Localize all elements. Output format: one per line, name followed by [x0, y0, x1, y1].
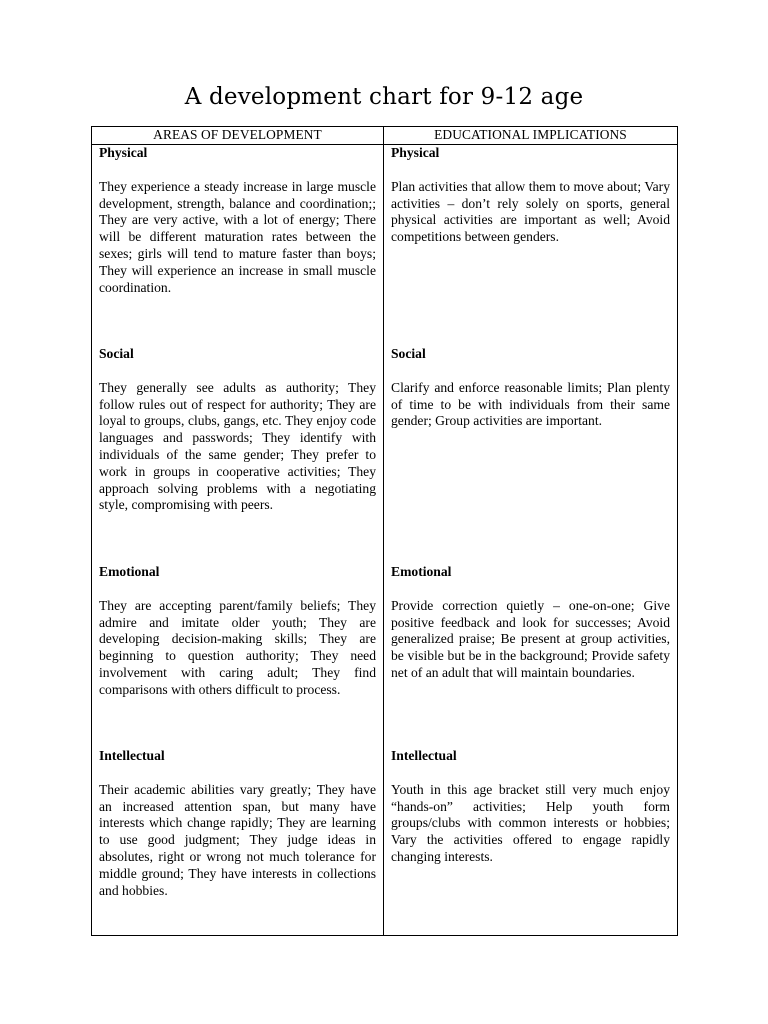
section-emotional-implications	[391, 564, 670, 748]
section-heading: Social	[99, 346, 134, 361]
section-intellectual-area	[99, 748, 376, 899]
section-heading: Intellectual	[99, 748, 165, 763]
header-educational-implications: EDUCATIONAL IMPLICATIONS	[384, 127, 678, 145]
table-body-row	[92, 145, 678, 936]
section-text: Youth in this age bracket still very much enjoy “hands-on” activities; Help youth form groups/clubs with common interests or hobbies; Vary the activities offered to engage rapidly changing interests.	[391, 781, 670, 864]
section-text: Their academic abilities vary greatly; They have an increased attention span, but many have interests which change rapidly; They are learning to use good judgment; They judge ideas in absolutes, right or wrong not much tolerance for middle ground; They have interests in collections and hobbies.	[99, 781, 376, 898]
section-heading: Social	[391, 346, 426, 361]
page-title: A development chart for 9-12 age	[184, 84, 584, 110]
section-social-implications	[391, 346, 670, 564]
section-heading: Physical	[99, 145, 148, 160]
implications-column-cell	[384, 145, 678, 936]
section-heading: Emotional	[99, 564, 160, 579]
section-text: They experience a steady increase in large muscle development, strength, balance and coordination;; They are very active, with a lot of energy; There will be different maturation rates between the sexes; girls will tend to mature faster than boys; They will experience an increase in small muscle coordination.	[99, 178, 376, 295]
section-heading: Physical	[391, 145, 440, 160]
section-physical-area	[99, 145, 376, 346]
section-heading: Intellectual	[391, 748, 457, 763]
section-social-area	[99, 346, 376, 564]
header-row	[92, 127, 678, 145]
section-heading: Emotional	[391, 564, 452, 579]
section-emotional-area	[99, 564, 376, 748]
section-text: Clarify and enforce reasonable limits; Plan plenty of time to be with individuals from their same gender; Group activities are important.	[391, 379, 670, 429]
section-intellectual-implications	[391, 748, 670, 866]
areas-column-cell	[92, 145, 384, 936]
section-physical-implications	[391, 145, 670, 346]
section-text: Provide correction quietly – one-on-one; Give positive feedback and look for successes; Avoid generalized praise; Be present at group activities, be visible but be in the background; Provide safety net of an adult that will maintain boundaries.	[391, 597, 670, 680]
header-areas-of-development: AREAS OF DEVELOPMENT	[92, 127, 384, 145]
development-table	[91, 126, 678, 936]
section-text: They generally see adults as authority; They follow rules out of respect for authority; They are loyal to groups, clubs, gangs, etc. They enjoy code languages and passwords; They identify with individuals of the same gender; They prefer to work in groups in cooperative activities; They approach solving problems with a negotiating style, compromising with peers.	[99, 379, 376, 513]
section-text: Plan activities that allow them to move about; Vary activities – don’t rely solely on sports, general physical activities are important as well; Avoid competitions between genders.	[391, 178, 670, 245]
section-text: They are accepting parent/family beliefs; They admire and imitate older youth; They are developing decision-making skills; They are beginning to question authority; They need involvement with caring adult; They find comparisons with others difficult to process.	[99, 597, 376, 697]
